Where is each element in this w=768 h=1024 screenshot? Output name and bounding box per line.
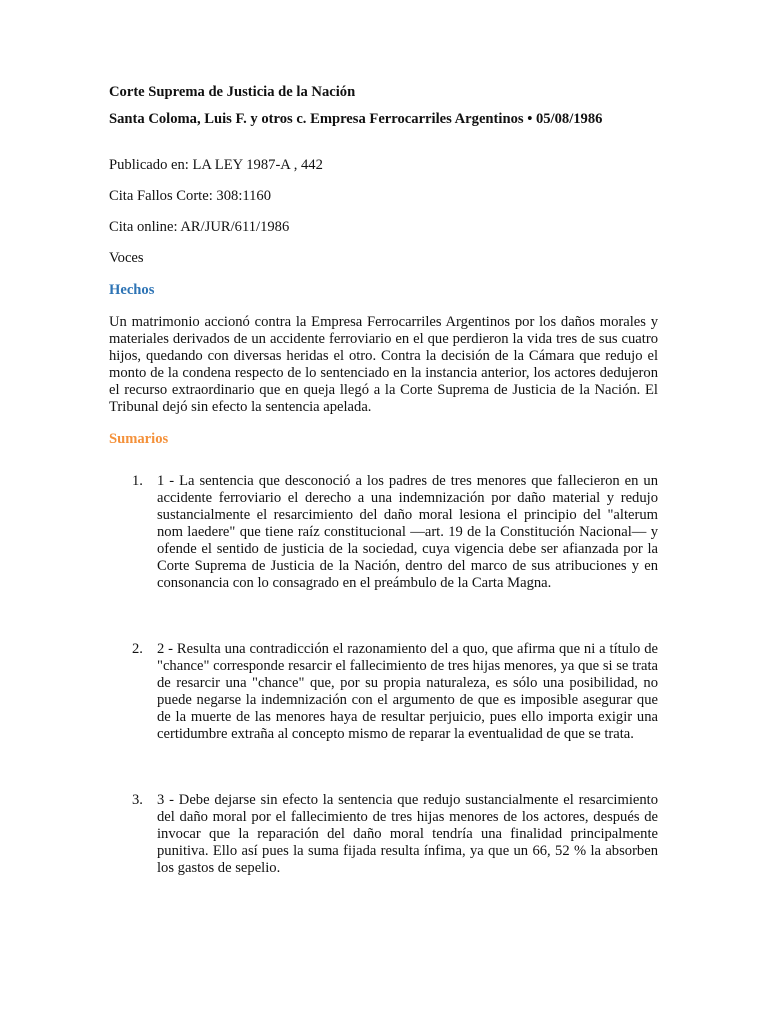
case-title: Santa Coloma, Luis F. y otros c. Empresa Ferrocarriles Argentinos • 05/08/1986 [109, 111, 603, 127]
cita-fallos-line: Cita Fallos Corte: 308:1160 [109, 188, 272, 204]
sumarios-list [109, 473, 658, 877]
sumario-text: 3 - Debe dejarse sin efecto la sentencia que redujo sustancialmente el resarcimiento del daño moral por el fallecimiento de tres hijas menores de los actores, después de invocar que la reparación del daño moral tendría una finalidad principalmente punitiva. Ello así pues la suma fijada resulta ínfima, ya que un 66, 52 % la absorben los gastos de sepelio. [157, 792, 658, 876]
voces-label: Voces [109, 250, 144, 266]
court-name: Corte Suprema de Justicia de la Nación [109, 84, 356, 100]
cita-online-line: Cita online: AR/JUR/611/1986 [109, 219, 290, 235]
hechos-paragraph: Un matrimonio accionó contra la Empresa Ferrocarriles Argentinos por los daños morales y materiales derivados de un accidente ferroviario en el que perdieron la vida tres de sus cuatro hijos, quedando con diversas heridas el otro. Contra la decisión de la Cámara que redujo el monto de la condena respecto de lo sentenciado en la instancia anterior, los actores dedujeron el recurso extraordinario que en queja llegó a la Corte Suprema de Justicia de la Nación. El Tribunal dejó sin efecto la sentencia apelada. [109, 314, 658, 415]
published-line: Publicado en: LA LEY 1987-A , 442 [109, 157, 323, 173]
sumario-text: 1 - La sentencia que desconoció a los padres de tres menores que fallecieron en un accidente ferroviario el derecho a una indemnización por daño material y redujo sustancialmente el resarcimiento del daño moral lesiona el principio del "alterum nom laedere" que tiene raíz constitucional —art. 19 de la Constitución Nacional— y ofende el sentido de justicia de la sociedad, cuya vigencia debe ser afianzada por la Corte Suprema de Justicia de la Nación, dentro del marco de sus atribuciones y en consonancia con lo consagrado en el preámbulo de la Carta Magna. [157, 473, 658, 591]
sumario-item-2 [109, 641, 658, 743]
sumario-item-1 [109, 473, 658, 592]
sumario-number: 2. [132, 641, 143, 657]
sumario-item-3 [109, 792, 658, 877]
hechos-heading: Hechos [109, 282, 155, 298]
document-page [109, 84, 658, 877]
sumario-number: 3. [132, 792, 143, 808]
sumario-text: 2 - Resulta una contradicción el razonamiento del a quo, que afirma que ni a título de "chance" corresponde resarcir el fallecimiento de tres hijas menores, ya que si se trata de resarcir una "chance" que, por su propia naturaleza, es sólo una posibilidad, no puede negarse la indemnización con el argumento de que es imposible asegurar que de la muerte de las menores haya de resultar perjuicio, pues ello importa exigir una certidumbre extraña al concepto mismo de reparar la eventualidad de que se trata. [157, 641, 658, 742]
sumario-number: 1. [132, 473, 143, 489]
sumarios-heading: Sumarios [109, 431, 169, 447]
